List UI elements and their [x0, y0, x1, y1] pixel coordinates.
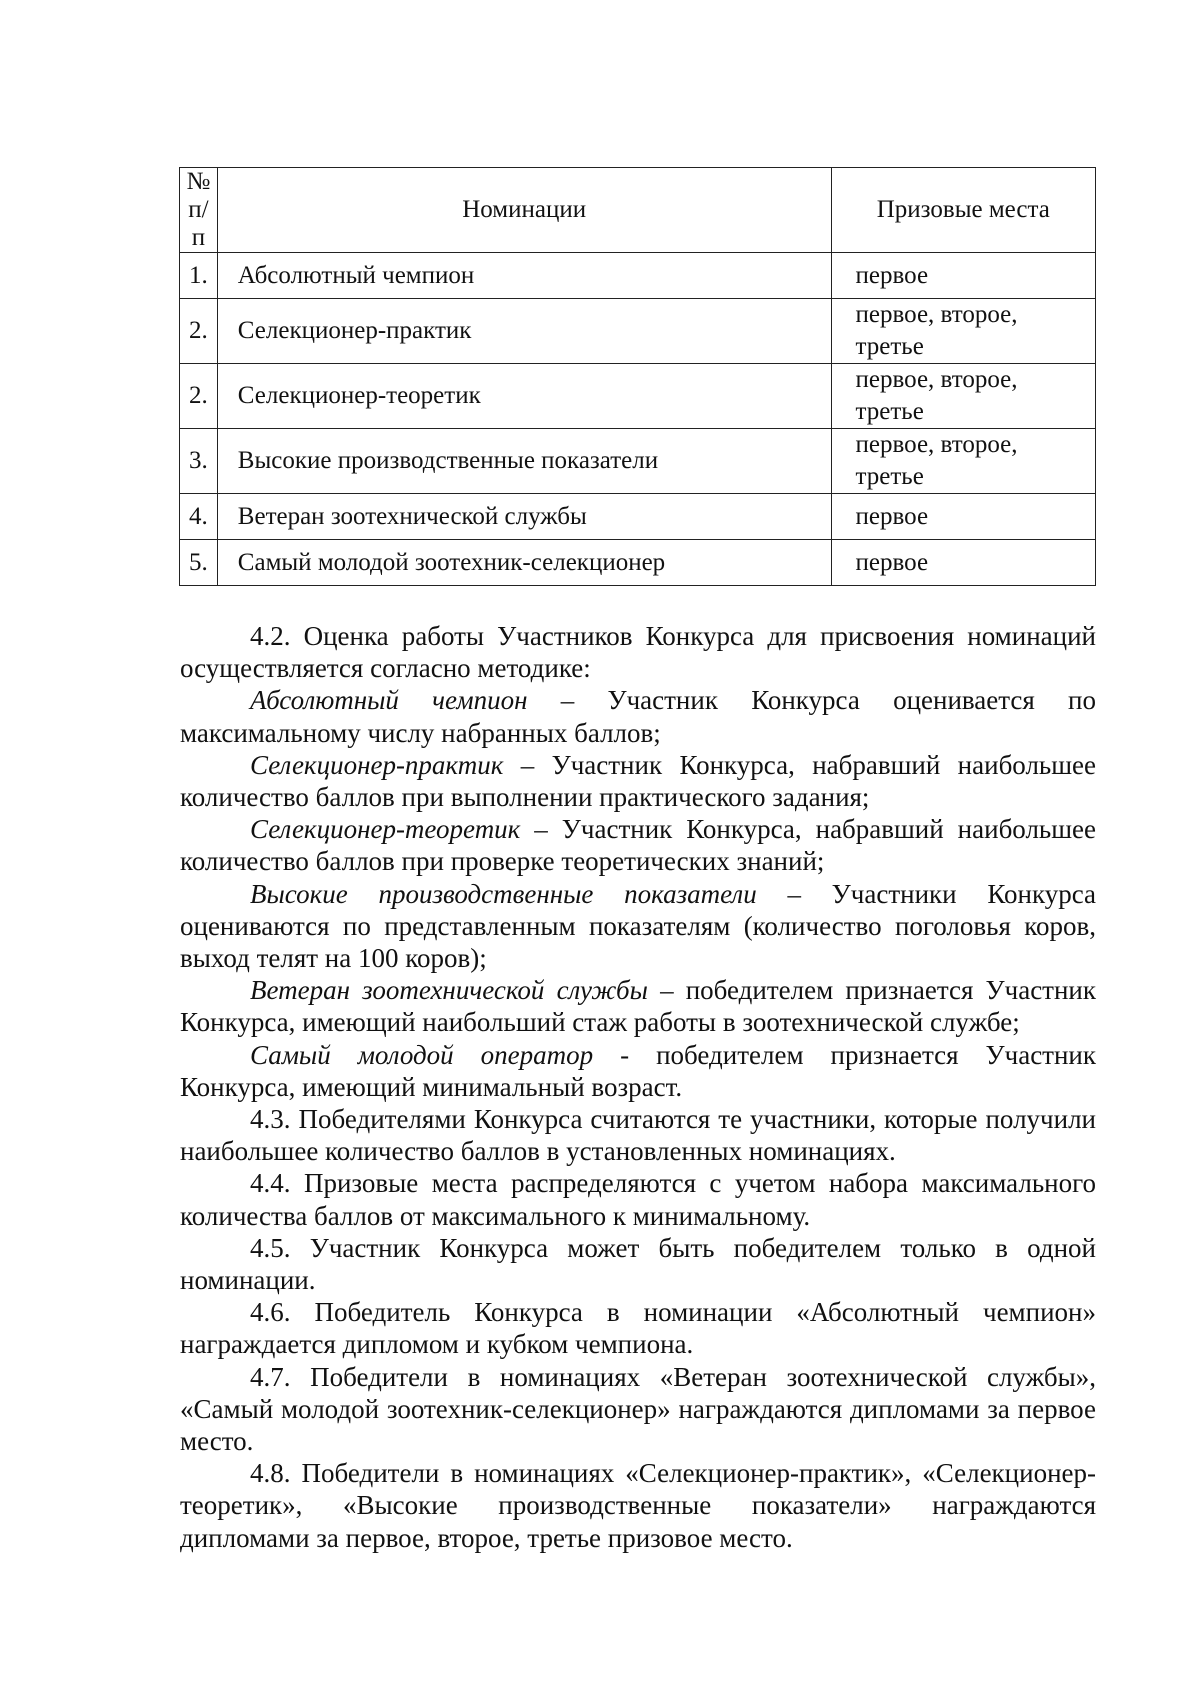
row-nomination: Селекционер-теоретик	[217, 364, 831, 429]
row-prize-place: первое	[831, 494, 1095, 540]
paragraph-4-7: 4.7. Победители в номинациях «Ветеран зоотехнической службы», «Самый молодой зоотехник-селекционер» награждаются дипломами за первое место.	[180, 1361, 1096, 1457]
paragraph-4-5: 4.5. Участник Конкурса может быть победителем только в одной номинации.	[180, 1232, 1096, 1296]
method-title: Высокие производственные показатели	[250, 878, 757, 909]
paragraph-4-6: 4.6. Победитель Конкурса в номинации «Абсолютный чемпион» награждается дипломом и кубком чемпиона.	[180, 1297, 1096, 1360]
row-nomination: Селекционер-практик	[217, 299, 831, 364]
row-nomination: Высокие производственные показатели	[217, 429, 831, 494]
row-number: 2.	[180, 364, 218, 429]
paragraph-4-8: 4.8. Победители в номинациях «Селекционер-практик», «Селекционер-теоретик», «Высокие производственные показатели» награждаются дипломами за первое, второе, третье призовое место.	[180, 1458, 1096, 1553]
row-number: 3.	[180, 429, 218, 494]
row-number: 5.	[180, 540, 218, 586]
method-title: Ветеран зоотехнической службы	[250, 975, 648, 1006]
row-prize-place: первое, второе, третье	[831, 299, 1095, 364]
method-high-performance	[180, 878, 1096, 975]
header-prize-places: Призовые места	[831, 168, 1095, 253]
document-body	[180, 620, 1096, 1554]
table-row	[180, 253, 1096, 299]
paragraph-4-2: 4.2. Оценка работы Участников Конкурса для присвоения номинаций осуществляется согласно методике:	[180, 621, 1096, 684]
method-text: – Участник Конкурса оценивается по максимальному числу набранных баллов;	[180, 685, 1096, 748]
row-prize-place: первое	[831, 540, 1095, 586]
method-text: - победителем признается Участник Конкурса, имеющий минимальный возраст.	[180, 1039, 1096, 1102]
table-row	[180, 494, 1096, 540]
method-selector-practitioner	[180, 749, 1096, 813]
method-title: Самый молодой оператор	[250, 1039, 594, 1070]
row-number: 1.	[180, 253, 218, 299]
method-absolute-champion	[180, 684, 1096, 748]
method-selector-theorist	[180, 813, 1096, 877]
row-nomination: Абсолютный чемпион	[217, 253, 831, 299]
method-text: – Участники Конкурса оцениваются по представленным показателям (количество поголовья коров, выход телят на 100 коров);	[180, 878, 1096, 974]
method-youngest-operator	[180, 1039, 1096, 1103]
method-text: – победителем признается Участник Конкурса, имеющий наибольший стаж работы в зоотехнической службе;	[180, 975, 1096, 1038]
table-row	[180, 540, 1096, 586]
header-number	[180, 168, 218, 253]
row-prize-place: первое, второе, третье	[831, 364, 1095, 429]
row-nomination: Самый молодой зоотехник-селекционер	[217, 540, 831, 586]
paragraph-4-3: 4.3. Победителями Конкурса считаются те участники, которые получили наибольшее количество баллов в установленных номинациях.	[180, 1104, 1096, 1167]
table-row	[180, 364, 1096, 429]
method-veteran	[180, 974, 1096, 1038]
table-row	[180, 429, 1096, 494]
row-number: 4.	[180, 494, 218, 540]
table-row	[180, 299, 1096, 364]
table-header-row	[180, 168, 1096, 253]
row-prize-place: первое, второе, третье	[831, 429, 1095, 494]
row-nomination: Ветеран зоотехнической службы	[217, 494, 831, 540]
method-text: – Участник Конкурса, набравший наибольшее количество баллов при проверке теоретических знаний;	[180, 814, 1096, 877]
method-title: Селекционер-практик	[250, 749, 504, 780]
header-nominations: Номинации	[217, 168, 831, 253]
header-number-line2: п/п	[188, 196, 209, 251]
nominations-table	[179, 167, 1096, 586]
header-number-line1: №	[186, 168, 211, 195]
method-title: Абсолютный чемпион	[250, 685, 528, 716]
paragraph-4-4: 4.4. Призовые места распределяются с учетом набора максимального количества баллов от максимального к минимальному.	[180, 1168, 1096, 1231]
row-number: 2.	[180, 299, 218, 364]
method-title: Селекционер-теоретик	[250, 814, 521, 845]
method-text: – Участник Конкурса, набравший наибольшее количество баллов при выполнении практического задания;	[180, 749, 1096, 813]
row-prize-place: первое	[831, 253, 1095, 299]
